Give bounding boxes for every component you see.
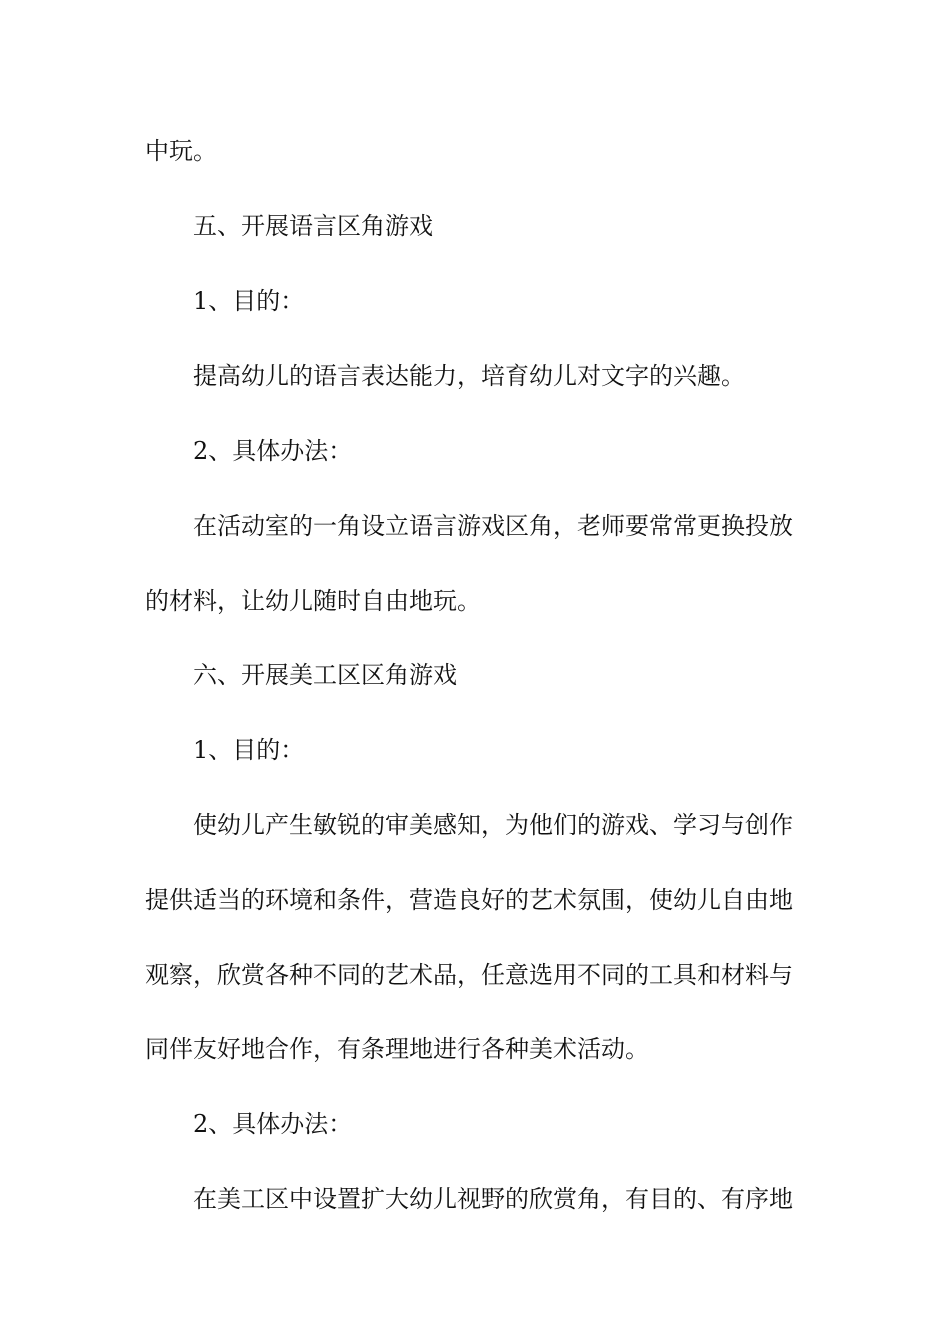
paragraph-purpose-language: 提高幼儿的语言表达能力，培育幼儿对文字的兴趣。 (193, 362, 745, 390)
paragraph-method-language-line1: 在活动室的一角设立语言游戏区角，老师要常常更换投放 (193, 512, 793, 540)
subheading-method: 2、具体办法： (193, 437, 353, 465)
paragraph-purpose-art-line4: 同伴友好地合作，有条理地进行各种美术活动。 (145, 1035, 649, 1063)
paragraph-continuation: 中玩。 (145, 137, 217, 165)
subheading-purpose: 1、目的： (193, 287, 305, 315)
paragraph-purpose-art-line2: 提供适当的环境和条件，营造良好的艺术氛围，使幼儿自由地 (145, 886, 793, 914)
section-heading-language-corner: 五、开展语言区角游戏 (193, 212, 433, 240)
paragraph-method-language-line2: 的材料，让幼儿随时自由地玩。 (145, 587, 481, 615)
subheading-purpose-art: 1、目的： (193, 736, 305, 764)
paragraph-purpose-art-line3: 观察，欣赏各种不同的艺术品，任意选用不同的工具和材料与 (145, 961, 793, 989)
paragraph-method-art-line1: 在美工区中设置扩大幼儿视野的欣赏角，有目的、有序地 (193, 1185, 793, 1213)
section-heading-art-corner: 六、开展美工区区角游戏 (193, 661, 457, 689)
paragraph-purpose-art-line1: 使幼儿产生敏锐的审美感知，为他们的游戏、学习与创作 (193, 811, 793, 839)
subheading-method-art: 2、具体办法： (193, 1110, 353, 1138)
